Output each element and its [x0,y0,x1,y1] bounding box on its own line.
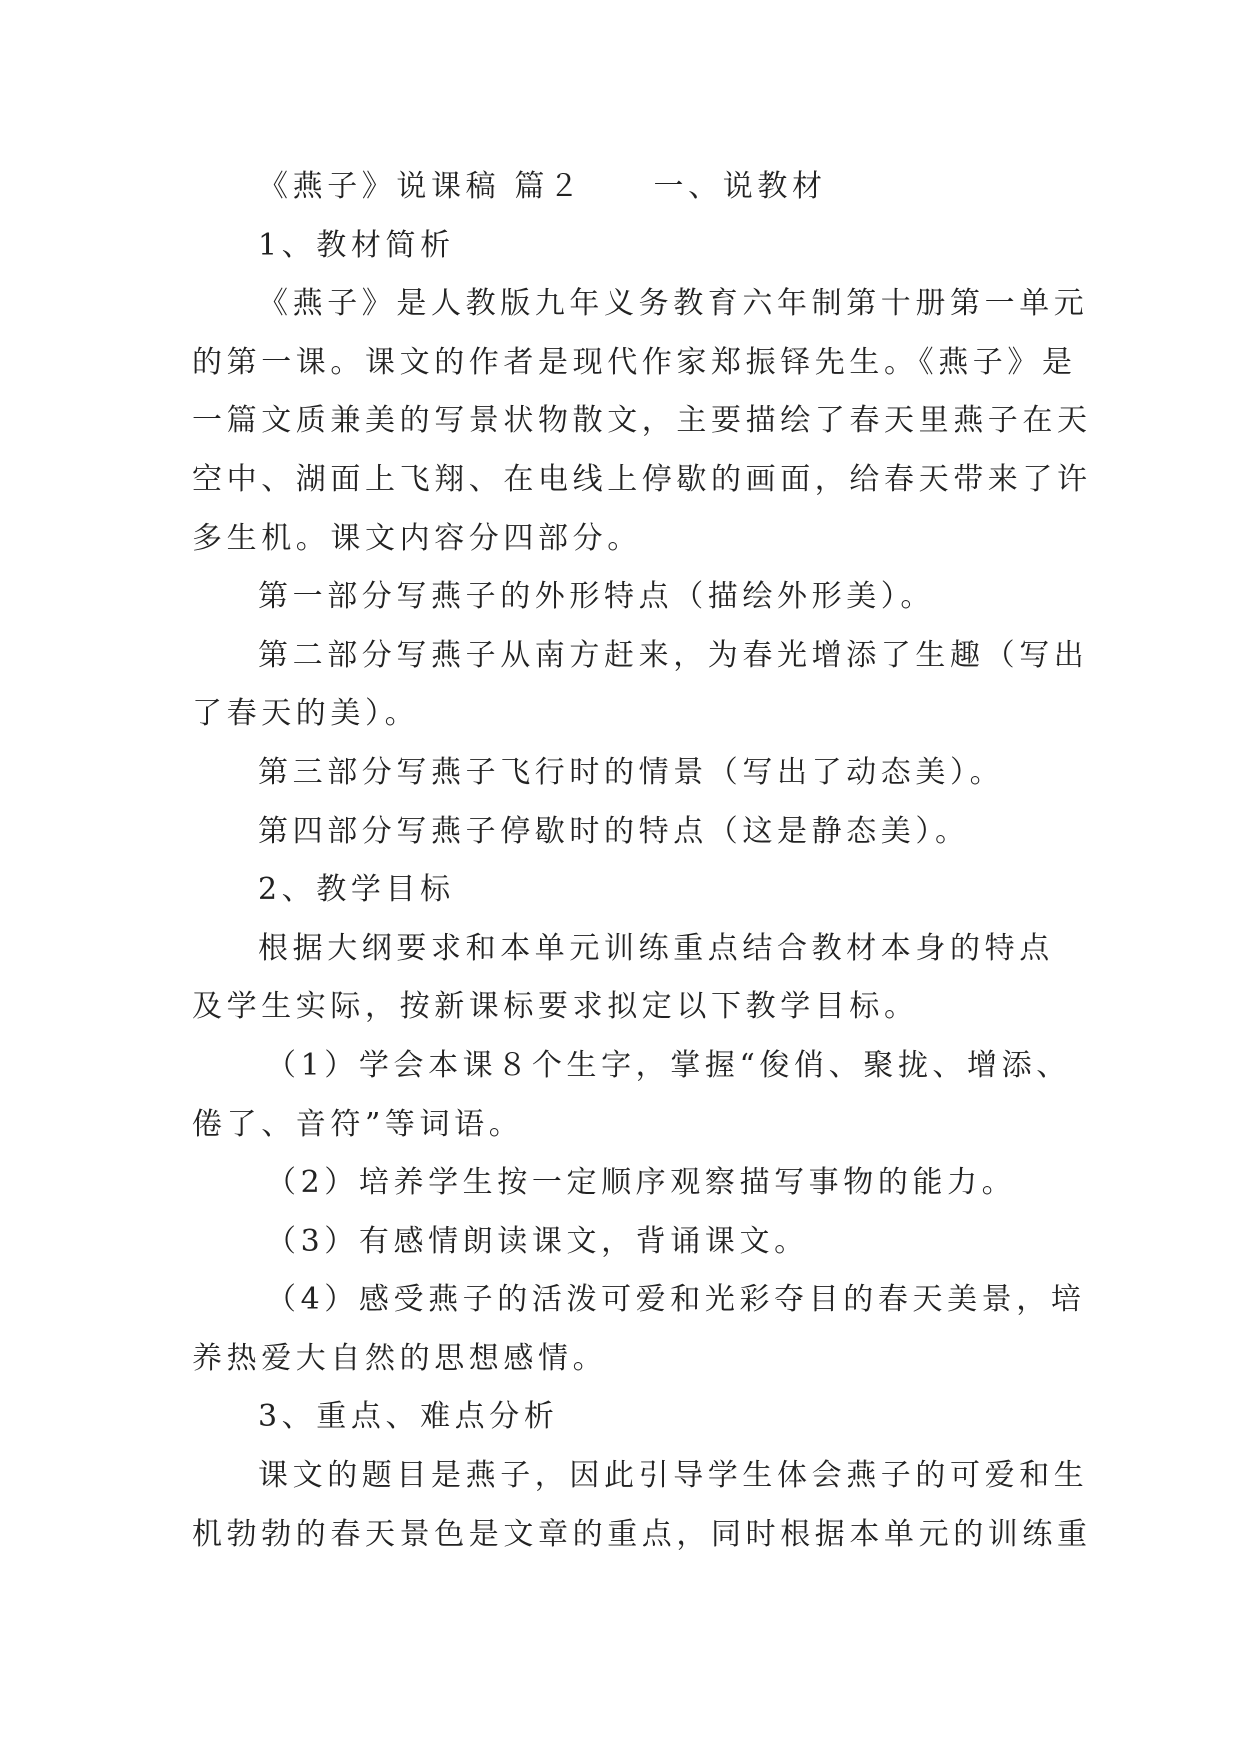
document-title: 《燕子》说课稿 篇２ [258,169,584,204]
document-body [192,158,1092,1564]
paragraph-line: 第三部分写燕子飞行时的情景（写出了动态美）。 [258,754,1005,790]
title-line [192,158,1054,217]
paragraph-line: 空中、湖面上飞翔、在电线上停歇的画面，给春天带来了许 [192,461,1092,497]
paragraph-line: 一篇文质兼美的写景状物散文，主要描绘了春天里燕子在天 [192,403,1092,439]
paragraph-line: 养热爱大自然的思想感情。 [192,1340,608,1376]
paragraph-line: 第二部分写燕子从南方赶来，为春光增添了生趣（写出 [258,637,1089,673]
subheading-3: 3、重点、难点分析 [258,1399,559,1435]
paragraph-line: 根据大纲要求和本单元训练重点结合教材本身的特点 [258,930,1054,966]
paragraph-line: 了春天的美）。 [192,696,420,732]
subheading-1: 1、教材简析 [258,227,455,263]
paragraph-line: 课文的题目是燕子，因此引导学生体会燕子的可爱和生 [258,1458,1089,1494]
paragraph-line: 第四部分写燕子停歇时的特点（这是静态美）。 [258,813,970,849]
paragraph-line: 及学生实际，按新课标要求拟定以下教学目标。 [192,989,919,1025]
section-heading: 一、说教材 [653,169,827,204]
objective-item: （1）学会本课８个生字，掌握“俊俏、聚拢、增添、 [266,1047,1071,1083]
objective-item: （4）感受燕子的活泼可爱和光彩夺目的春天美景，培 [266,1282,1086,1318]
paragraph-line: 《燕子》是人教版九年义务教育六年制第十册第一单元 [258,286,1089,322]
paragraph-line: 多生机。课文内容分四部分。 [192,520,642,556]
objective-item: （2）培养学生按一定顺序观察描写事物的能力。 [266,1165,1017,1201]
paragraph-line: 第一部分写燕子的外形特点（描绘外形美）。 [258,579,935,615]
subheading-2: 2、教学目标 [258,872,455,908]
paragraph-line: 倦了、音符”等词语。 [192,1106,524,1142]
objective-item: （3）有感情朗读课文，背诵课文。 [266,1223,809,1259]
paragraph-line: 机勃勃的春天景色是文章的重点，同时根据本单元的训练重 [192,1516,1092,1552]
paragraph-line: 的第一课。课文的作者是现代作家郑振铎先生。《燕子》是 [192,344,1077,380]
